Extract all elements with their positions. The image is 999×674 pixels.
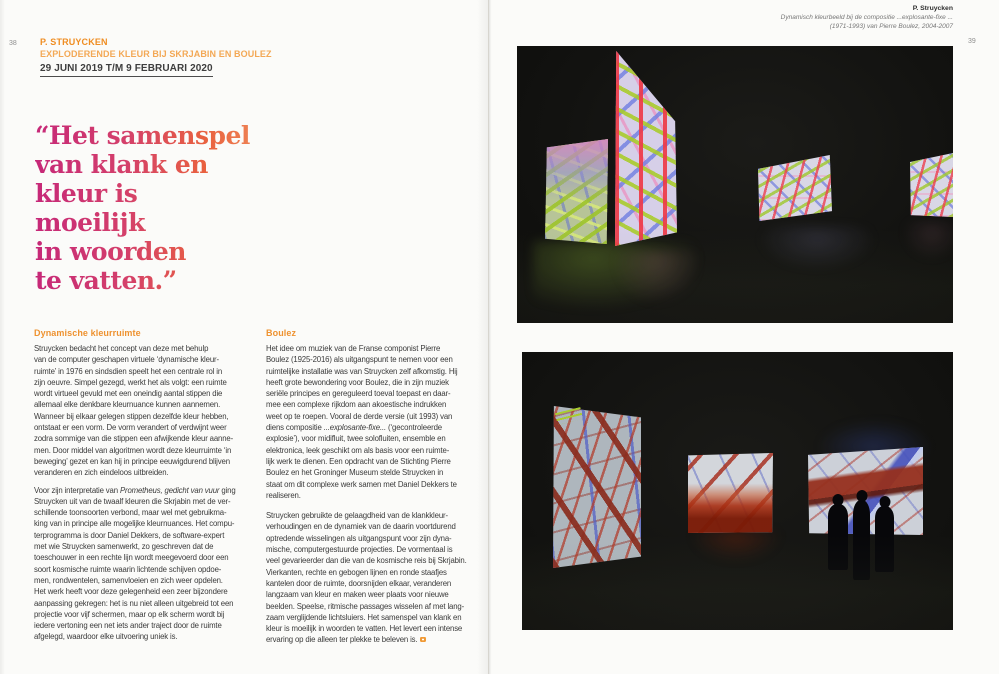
- caption-artist: P. Struycken: [912, 5, 953, 12]
- floor-sheen: [517, 229, 953, 323]
- installation-photo-top: [517, 46, 953, 323]
- section-heading-boulez: Boulez: [266, 328, 297, 338]
- caption-work-title: Dynamisch kleurbeeld bij de compositie ...explosante-fixe ...: [780, 13, 953, 21]
- projection-screen: [758, 155, 832, 221]
- article-kicker: P. STRUYCKEN: [40, 37, 108, 47]
- article-header: [40, 38, 272, 77]
- article-end-mark-icon: [420, 637, 426, 642]
- section-heading-kleurruimte: Dynamische kleurruimte: [34, 328, 141, 338]
- page-gutter-shadow: [477, 0, 501, 674]
- projection-screen: [615, 51, 677, 246]
- installation-photo-bottom: [522, 352, 953, 630]
- caption-work-details: (1971-1993) van Pierre Boulez, 2004-2007: [829, 22, 953, 30]
- pull-quote: “Het samenspel van klank en kleur is moeilijk in woorden te vatten.”: [35, 121, 253, 295]
- projection-screen: [910, 153, 953, 217]
- article-title: EXPLODERENDE KLEUR BIJ SKRJABIN EN BOULEZ: [40, 48, 272, 59]
- floor-sheen: [522, 535, 953, 630]
- text-column-1: [34, 328, 246, 649]
- paragraph: Struycken gebruikte de gelaagdheid van de klankkleur- verhoudingen en de dynamiek van de daarin voortdurend optredende wisselingen als uitgangspunt voor zijn dyna- mische, computergestuurde projecties. De vormentaal is veel gevarieerder dan die van de kosmische reis bij Skrjabin. Vierkanten, rechte en gebogen lijnen en ronde staafjes kantelen door de ruimte, doorsnijden elkaar, veranderen langzaam van kleur en maken weer plaats voor nieuwe beelden. Speelse, ritmische passages wisselen af met lang- zaam verglijdende lichtsluiers. Het samenspel van klank en kleur is moeilijk in woorden te vatten. Het levert een intense ervaring op die alleen ter plekke te beleven is.: [266, 511, 467, 645]
- projection-screen: [688, 453, 773, 533]
- page-number-left: 38: [9, 40, 17, 47]
- paragraph: Struycken bedacht het concept van deze met behulp van de computer geschapen virtuele ‘dynamische kleur- ruimte’ in 1976 en sindsdien speelt het een centrale rol in zijn oeuvre. Simpel gezegd, werkt het als volgt: een ruimte wordt virtueel gevuld met een oneindig aantal stippen die allemaal elke denkbare kleurnuance kunnen aannemen. Wanneer bij elkaar gelegen stippen dezelfde kleur hebben, ontstaat er een vorm. De vorm verandert of verdwijnt weer zodra sommige van die stippen een afwijkende kleur aanne- men. Door middel van algoritmen wordt deze kleurruimte ‘in beweging’ gezet en kan hij in principe eeuwigdurend blijven veranderen en zich eindeloos uitbreiden.: [34, 344, 234, 478]
- paragraph: Voor zijn interpretatie van Prometheus, gedicht van vuur ging Struycken uit van de twaalf kleuren die Skrjabin met de ver- schillende toonsoorten verbond, maar wel met gebruikma- king van in principe alle mogelijke kleurnuances. Het compu- terprogramma is door Daniel Dekkers, de software-expert met wie Struycken samenwerkt, zo geschreven dat de toeschouwer in een rechte lijn wordt meegevoerd door een soort kosmische ruimte waarin lichtende schijven opdoe- men, rondwentelen, samenvloeien en zich weer opdelen. Het werk heeft voor deze gelegenheid een zeer bijzondere aanpassing gekregen: het is nu niet alleen uitgebreid tot een projectie voor vijf schermen, maar op elk scherm wordt bij iedere vertoning een net iets ander traject door de ruimte afgelegd, waardoor elke uitvoering uniek is.: [34, 485, 236, 642]
- photo-caption: [781, 5, 953, 31]
- page-number-right: 39: [968, 38, 976, 45]
- paragraph: Het idee om muziek van de Franse componist Pierre Boulez (1925-2016) als uitgangspunt te nemen voor een ruimtelijke installatie was van Struycken zelf afkomstig. Hij heeft grote bewondering voor Boulez, die in zijn muziek seriële principes en gereguleerd toeval toepast en daar- mee een complexe rijkdom aan akoestische indrukken weet op te roepen. Vooral de derde versie (uit 1993) van diens compositie ...explosante-fixe... (‘gecontroleerde explosie’), voor midifluit, twee solofluiten, ensemble en elektronica, leek geschikt om als basis voor een ruimte- lijk werk te dienen. Een opdracht van de Stichting Pierre Boulez en het Groninger Museum stelde Struycken in staat om dit complexe werk samen met Daniel Dekkers te realiseren.: [266, 344, 458, 500]
- page-gutter-line: [488, 0, 489, 674]
- text-column-2: [266, 328, 478, 652]
- exhibition-dates: 29 JUNI 2019 T/M 9 FEBRUARI 2020: [40, 64, 213, 77]
